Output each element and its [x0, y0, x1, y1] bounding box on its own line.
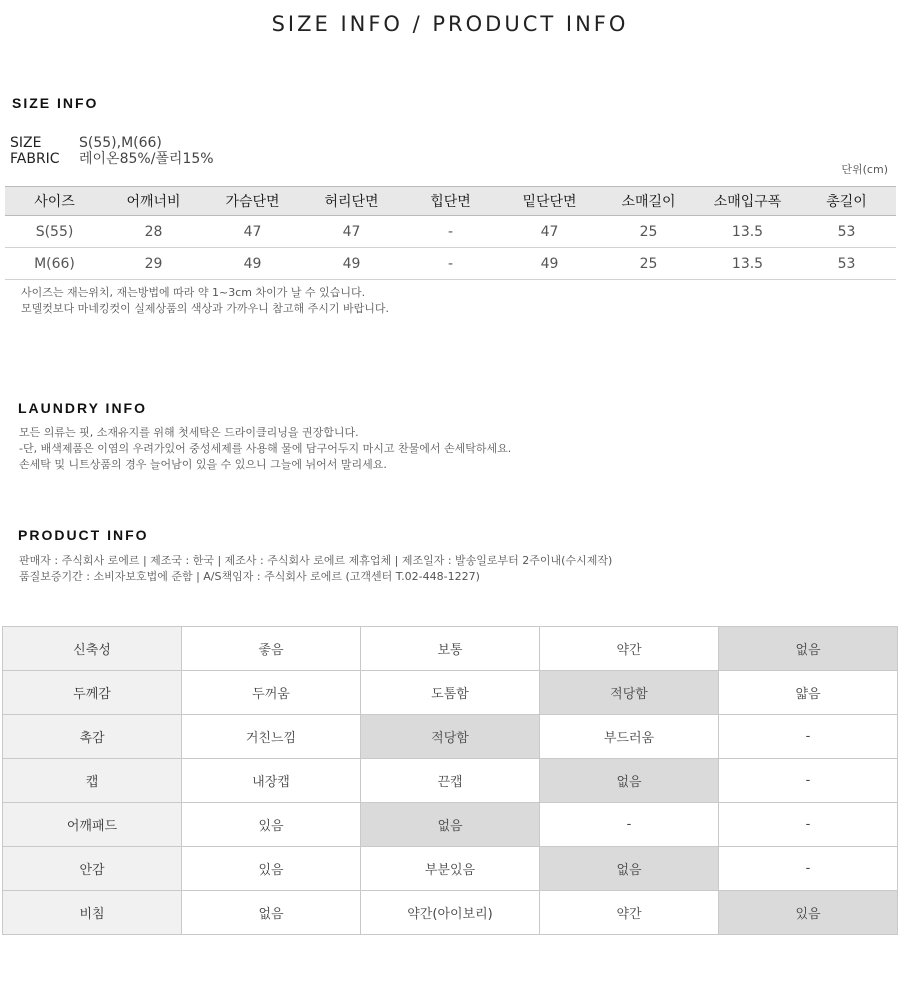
table-cell: S(55) [5, 216, 104, 248]
fabric-feel-row [3, 627, 898, 671]
fabric-feel-option: - [719, 803, 898, 847]
fabric-feel-row [3, 671, 898, 715]
size-table [5, 186, 896, 280]
fabric-feel-option: 내장캡 [182, 759, 361, 803]
table-cell: 25 [599, 248, 698, 280]
column-header: 밑단단면 [500, 187, 599, 216]
fabric-label: FABRIC [10, 151, 60, 167]
column-header: 소매길이 [599, 187, 698, 216]
size-info-heading: SIZE INFO [12, 95, 99, 111]
column-header: 어깨너비 [104, 187, 203, 216]
table-cell: 13.5 [698, 216, 797, 248]
fabric-feel-option: - [540, 803, 719, 847]
fabric-feel-option: 있음 [182, 803, 361, 847]
fabric-feel-option: 약간 [540, 891, 719, 935]
fabric-feel-option: 보통 [361, 627, 540, 671]
fabric-spec-row [10, 151, 214, 167]
fabric-feel-option: 부분있음 [361, 847, 540, 891]
product-line: 판매자 : 주식회사 로에르 | 제조국 : 한국 | 제조사 : 주식회사 로에르 제휴업체 | 제조일자 : 발송일로부터 2주이내(수시제작) [19, 554, 613, 567]
fabric-feel-row [3, 847, 898, 891]
fabric-feel-option: - [719, 715, 898, 759]
size-notes [21, 285, 389, 317]
fabric-feel-option: 부드러움 [540, 715, 719, 759]
fabric-feel-row [3, 803, 898, 847]
laundry-line: 모든 의류는 핏, 소재유지를 위해 첫세탁은 드라이클리닝을 권장합니다. [19, 426, 359, 439]
fabric-feel-option: 도톰함 [361, 671, 540, 715]
table-cell: 29 [104, 248, 203, 280]
table-cell: 49 [500, 248, 599, 280]
laundry-line: 손세탁 및 니트상품의 경우 늘어남이 있을 수 있으니 그늘에 뉘어서 말리세요. [19, 458, 387, 471]
fabric-feel-option: 있음 [182, 847, 361, 891]
fabric-feel-label: 두께감 [3, 671, 182, 715]
fabric-feel-label: 어깨패드 [3, 803, 182, 847]
table-cell: 53 [797, 248, 896, 280]
size-label: SIZE [10, 135, 42, 151]
column-header: 힙단면 [401, 187, 500, 216]
fabric-feel-row [3, 715, 898, 759]
fabric-feel-option: 약간(아이보리) [361, 891, 540, 935]
table-cell: 47 [500, 216, 599, 248]
product-line: 품질보증기간 : 소비자보호법에 준함 | A/S책임자 : 주식회사 로에르 (고객센터 T.02-448-1227) [19, 570, 480, 583]
fabric-feel-label: 안감 [3, 847, 182, 891]
fabric-feel-option-selected: 없음 [361, 803, 540, 847]
fabric-feel-option-selected: 적당함 [361, 715, 540, 759]
table-cell: 49 [203, 248, 302, 280]
table-cell: - [401, 216, 500, 248]
table-cell: 49 [302, 248, 401, 280]
fabric-feel-label: 신축성 [3, 627, 182, 671]
table-cell: 25 [599, 216, 698, 248]
column-header: 사이즈 [5, 187, 104, 216]
table-cell: 28 [104, 216, 203, 248]
product-info-heading: PRODUCT INFO [18, 527, 149, 543]
laundry-line: -단, 배색제품은 이염의 우려가있어 중성세제를 사용해 물에 담구어두지 마시고 찬물에서 손세탁하세요. [19, 442, 512, 455]
fabric-feel-option-selected: 없음 [540, 847, 719, 891]
unit-label: 단위(cm) [841, 163, 888, 176]
fabric-feel-option: 얇음 [719, 671, 898, 715]
fabric-feel-label: 비침 [3, 891, 182, 935]
laundry-info-heading: LAUNDRY INFO [18, 400, 147, 416]
laundry-notes [19, 425, 511, 473]
fabric-feel-option-selected: 적당함 [540, 671, 719, 715]
size-table-header [5, 187, 896, 216]
fabric-feel-row [3, 891, 898, 935]
fabric-feel-label: 캡 [3, 759, 182, 803]
fabric-feel-option: 없음 [182, 891, 361, 935]
size-value: S(55),M(66) [79, 135, 162, 151]
table-cell: - [401, 248, 500, 280]
table-row [5, 216, 896, 248]
fabric-feel-option: 끈캡 [361, 759, 540, 803]
fabric-feel-label: 촉감 [3, 715, 182, 759]
table-cell: 47 [302, 216, 401, 248]
size-note-line: 사이즈는 재는위치, 재는방법에 따라 약 1~3cm 차이가 날 수 있습니다. [21, 286, 366, 299]
product-notes [19, 553, 612, 585]
column-header: 가슴단면 [203, 187, 302, 216]
fabric-feel-option-selected: 없음 [719, 627, 898, 671]
table-row [5, 248, 896, 280]
fabric-feel-option-selected: 없음 [540, 759, 719, 803]
size-spec-row [10, 135, 162, 151]
fabric-feel-option: - [719, 759, 898, 803]
table-cell: 13.5 [698, 248, 797, 280]
fabric-feel-option-selected: 있음 [719, 891, 898, 935]
fabric-value: 레이온85%/폴리15% [79, 151, 214, 167]
fabric-feel-option: - [719, 847, 898, 891]
column-header: 허리단면 [302, 187, 401, 216]
page-title: SIZE INFO / PRODUCT INFO [271, 12, 629, 36]
table-cell: 53 [797, 216, 896, 248]
table-cell: 47 [203, 216, 302, 248]
column-header: 소매입구폭 [698, 187, 797, 216]
fabric-feel-table [2, 626, 898, 935]
fabric-feel-option: 약간 [540, 627, 719, 671]
size-note-line: 모델컷보다 마네킹컷이 실제상품의 색상과 가까우니 참고해 주시기 바랍니다. [21, 302, 390, 315]
column-header: 총길이 [797, 187, 896, 216]
fabric-feel-option: 거친느낌 [182, 715, 361, 759]
fabric-feel-option: 좋음 [182, 627, 361, 671]
fabric-feel-option: 두꺼움 [182, 671, 361, 715]
table-cell: M(66) [5, 248, 104, 280]
fabric-feel-row [3, 759, 898, 803]
